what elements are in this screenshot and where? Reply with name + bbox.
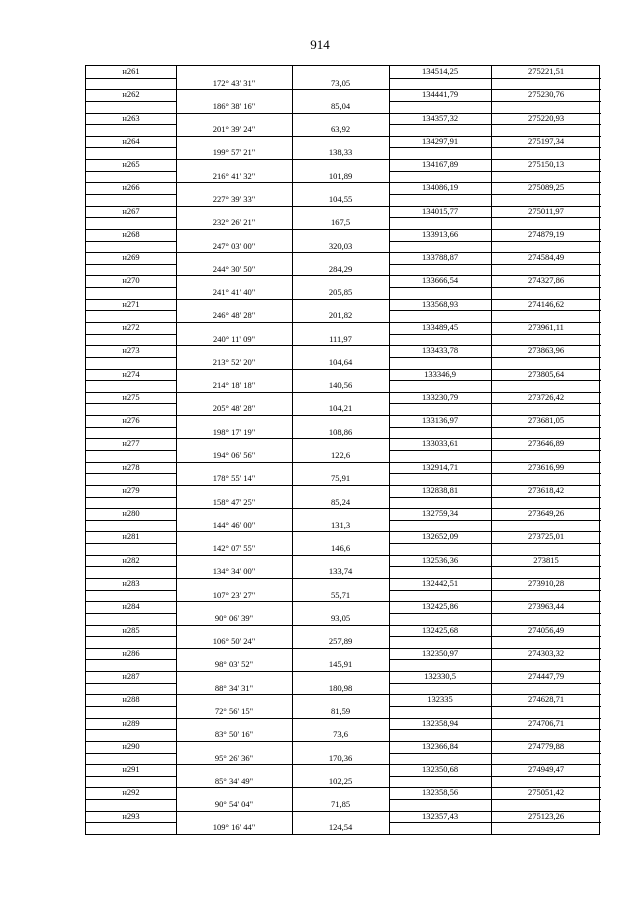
segment-length: 170,36: [328, 752, 353, 763]
segment-length: 85,24: [330, 496, 351, 507]
point-x: 133913,66: [421, 228, 459, 239]
segment-length: 167,5: [330, 217, 351, 228]
segment-angle: 98° 03' 52": [214, 659, 254, 670]
point-x: 133489,45: [421, 321, 459, 332]
row-divider: [86, 729, 176, 730]
point-name: н293: [122, 810, 140, 821]
row-divider: [389, 799, 601, 800]
segment-angle: 158° 47' 25": [212, 496, 256, 507]
point-x: 132330,5: [424, 671, 456, 682]
row-divider: [86, 741, 601, 742]
point-y: 275011,97: [528, 205, 564, 216]
segment-angle: 178° 55' 14": [212, 473, 256, 484]
row-divider: [389, 78, 601, 79]
point-y: 274303,32: [527, 647, 565, 658]
segment-length: 63,92: [330, 124, 351, 135]
point-x: 133666,54: [421, 275, 459, 286]
point-name: н275: [122, 391, 140, 402]
segment-length: 104,64: [328, 356, 353, 367]
point-name: н266: [122, 182, 140, 193]
row-divider: [389, 403, 601, 404]
segment-length: 102,25: [328, 775, 353, 786]
segment-angle: 216° 41' 32": [212, 170, 256, 181]
row-divider: [86, 171, 176, 172]
row-divider: [86, 322, 601, 323]
point-name: н270: [122, 275, 140, 286]
segment-angle: 134° 34' 00": [212, 566, 256, 577]
point-x: 134167,89: [421, 159, 459, 170]
point-y: 273646,89: [527, 438, 565, 449]
point-name: н265: [122, 159, 140, 170]
segment-length: 133,74: [328, 566, 353, 577]
row-divider: [389, 822, 601, 823]
row-divider: [86, 310, 176, 311]
point-name: н277: [122, 438, 140, 449]
segment-length: 138,33: [328, 147, 353, 158]
row-divider: [389, 590, 601, 591]
point-y: 273725,01: [527, 531, 565, 542]
point-x: 132335: [427, 694, 453, 705]
row-divider: [86, 764, 601, 765]
row-divider: [86, 241, 176, 242]
point-y: 275221,51: [527, 66, 565, 76]
point-name: н280: [122, 508, 140, 519]
point-y: 274056,49: [527, 624, 565, 635]
row-divider: [86, 229, 601, 230]
point-x: 132442,51: [421, 577, 459, 588]
row-divider: [86, 613, 176, 614]
row-divider: [86, 369, 601, 370]
row-divider: [86, 590, 176, 591]
point-y: 274146,62: [527, 298, 565, 309]
row-divider: [86, 473, 176, 474]
row-divider: [86, 578, 601, 579]
segment-angle: 201° 39' 24": [212, 124, 256, 135]
row-divider: [86, 462, 601, 463]
row-divider: [389, 636, 601, 637]
point-name: н285: [122, 624, 140, 635]
point-name: н286: [122, 647, 140, 658]
point-name: н283: [122, 577, 140, 588]
row-divider: [86, 264, 176, 265]
segment-angle: 246° 48' 28": [212, 310, 256, 321]
row-divider: [86, 147, 176, 148]
point-x: 132366,84: [421, 740, 459, 751]
segment-angle: 95° 26' 36": [214, 752, 254, 763]
point-y: 273963,44: [527, 601, 565, 612]
point-y: 273910,28: [527, 577, 565, 588]
point-x: 132759,34: [421, 508, 459, 519]
point-x: 133788,87: [421, 252, 459, 263]
segment-length: 257,89: [328, 636, 353, 647]
point-y: 275197,34: [527, 135, 565, 146]
point-x: 134357,32: [421, 112, 459, 123]
point-name: н287: [122, 671, 140, 682]
segment-length: 201,82: [328, 310, 353, 321]
point-x: 132652,09: [421, 531, 459, 542]
segment-length: 140,56: [328, 380, 353, 391]
row-divider: [86, 415, 601, 416]
point-name: н262: [122, 89, 140, 100]
segment-angle: 240° 11' 09": [212, 333, 256, 344]
row-divider: [86, 403, 176, 404]
point-name: н272: [122, 321, 140, 332]
segment-angle: 227° 39' 33": [212, 193, 256, 204]
segment-angle: 194° 06' 56": [212, 449, 256, 460]
point-y: 273649,26: [527, 508, 565, 519]
segment-angle: 172° 43' 31": [212, 77, 256, 88]
point-name: н279: [122, 484, 140, 495]
row-divider: [86, 380, 176, 381]
point-x: 132838,81: [421, 484, 459, 495]
point-y: 274447,79: [527, 671, 565, 682]
point-x: 132914,71: [421, 461, 459, 472]
segment-length: 111,97: [329, 333, 352, 344]
point-y: 275230,76: [527, 89, 565, 100]
point-y: 274949,47: [527, 764, 565, 775]
segment-length: 104,21: [328, 403, 353, 414]
point-x: 132425,68: [421, 624, 459, 635]
row-divider: [86, 822, 176, 823]
row-divider: [86, 182, 601, 183]
segment-length: 180,98: [328, 682, 353, 693]
segment-length: 284,29: [328, 263, 353, 274]
row-divider: [86, 497, 176, 498]
row-divider: [86, 124, 176, 125]
point-y: 274584,49: [527, 252, 565, 263]
row-divider: [86, 811, 601, 812]
segment-length: 55,71: [330, 589, 351, 600]
point-name: н276: [122, 415, 140, 426]
point-y: 275123,26: [527, 810, 565, 821]
row-divider: [389, 566, 601, 567]
point-y: 274628,71: [527, 694, 565, 705]
point-x: 133230,79: [421, 391, 459, 402]
page-number: 914: [310, 37, 330, 52]
point-y: 275051,42: [527, 787, 565, 798]
row-divider: [389, 264, 601, 265]
segment-angle: 90° 54' 04": [214, 799, 254, 810]
segment-angle: 199° 57' 21": [212, 147, 256, 158]
row-divider: [389, 124, 601, 125]
point-x: 134015,77: [421, 205, 459, 216]
point-x: 134441,79: [421, 89, 459, 100]
row-divider: [86, 555, 601, 556]
row-divider: [86, 450, 176, 451]
row-divider: [86, 566, 176, 567]
row-divider: [86, 392, 601, 393]
row-divider: [389, 241, 601, 242]
row-divider: [86, 206, 601, 207]
point-name: н271: [122, 298, 140, 309]
row-divider: [389, 194, 601, 195]
point-y: 273805,64: [527, 368, 565, 379]
row-divider: [389, 613, 601, 614]
row-divider: [86, 799, 176, 800]
row-divider: [86, 671, 601, 672]
segment-length: 73,6: [333, 729, 348, 740]
segment-length: 71,85: [330, 799, 351, 810]
point-name: н291: [122, 764, 140, 775]
segment-angle: 198° 17' 19": [212, 426, 256, 437]
row-divider: [86, 345, 601, 346]
segment-length: 104,55: [328, 193, 353, 204]
segment-length: 124,54: [328, 822, 353, 833]
segment-length: 101,89: [328, 170, 353, 181]
segment-angle: 232° 26' 21": [212, 217, 256, 228]
segment-length: 122,6: [330, 449, 351, 460]
point-x: 133433,78: [421, 345, 459, 356]
row-divider: [86, 252, 601, 253]
row-divider: [86, 659, 176, 660]
segment-length: 320,03: [328, 240, 353, 251]
point-name: н278: [122, 461, 140, 472]
row-divider: [389, 729, 601, 730]
point-x: 132358,56: [421, 787, 459, 798]
point-name: н263: [122, 112, 140, 123]
point-x: 132350,97: [421, 647, 459, 658]
row-divider: [86, 485, 601, 486]
point-x: 132425,86: [421, 601, 459, 612]
point-y: 273681,05: [527, 415, 565, 426]
row-divider: [86, 113, 601, 114]
segment-angle: 109° 16' 44": [212, 822, 256, 833]
row-divider: [389, 450, 601, 451]
row-divider: [86, 601, 601, 602]
point-name: н288: [122, 694, 140, 705]
row-divider: [86, 694, 601, 695]
point-y: 275220,93: [527, 112, 565, 123]
point-y: 274327,86: [527, 275, 565, 286]
row-divider: [389, 497, 601, 498]
row-divider: [86, 543, 176, 544]
row-divider: [389, 357, 601, 358]
point-y: 273618,42: [527, 484, 565, 495]
point-x: 134297,91: [421, 135, 459, 146]
segment-angle: 247° 03' 00": [212, 240, 256, 251]
point-name: н261: [122, 66, 140, 76]
segment-angle: 107° 23' 27": [212, 589, 256, 600]
row-divider: [86, 718, 601, 719]
row-divider: [86, 101, 176, 102]
segment-angle: 244° 30' 50": [212, 263, 256, 274]
row-divider: [86, 753, 176, 754]
row-divider: [389, 310, 601, 311]
row-divider: [389, 753, 601, 754]
point-x: 134514,25: [421, 66, 459, 76]
row-divider: [86, 136, 601, 137]
segment-length: 145,91: [328, 659, 353, 670]
point-y: 273616,99: [527, 461, 565, 472]
row-divider: [86, 287, 176, 288]
point-x: 132357,43: [421, 810, 459, 821]
segment-angle: 83° 50' 16": [214, 729, 254, 740]
row-divider: [86, 217, 176, 218]
row-divider: [86, 531, 601, 532]
row-divider: [86, 159, 601, 160]
row-divider: [86, 776, 176, 777]
row-divider: [389, 473, 601, 474]
row-divider: [389, 101, 601, 102]
segment-angle: 144° 46' 00": [212, 519, 256, 530]
point-y: 273961,11: [528, 321, 564, 332]
row-divider: [389, 427, 601, 428]
segment-angle: 85° 34' 49": [214, 775, 254, 786]
row-divider: [389, 520, 601, 521]
point-y: 275150,13: [527, 159, 565, 170]
row-divider: [389, 683, 601, 684]
point-x: 132358,94: [421, 717, 459, 728]
point-y: 273863,96: [527, 345, 565, 356]
point-x: 133346,9: [424, 368, 456, 379]
row-divider: [86, 648, 601, 649]
point-y: 274779,88: [527, 740, 565, 751]
row-divider: [86, 438, 601, 439]
point-name: н267: [122, 205, 140, 216]
point-name: н268: [122, 228, 140, 239]
coordinates-table: [85, 65, 600, 835]
segment-angle: 72° 56' 15": [214, 705, 254, 716]
row-divider: [389, 334, 601, 335]
row-divider: [86, 78, 176, 79]
row-divider: [86, 299, 601, 300]
segment-angle: 213° 52' 20": [212, 356, 256, 367]
segment-length: 73,05: [330, 77, 351, 88]
point-x: 132350,68: [421, 764, 459, 775]
row-divider: [389, 706, 601, 707]
point-name: н290: [122, 740, 140, 751]
segment-angle: 88° 34' 31": [214, 682, 254, 693]
segment-angle: 142° 07' 55": [212, 543, 256, 554]
row-divider: [389, 543, 601, 544]
point-name: н281: [122, 531, 140, 542]
row-divider: [86, 427, 176, 428]
point-name: н284: [122, 601, 140, 612]
row-divider: [86, 625, 601, 626]
row-divider: [86, 275, 601, 276]
segment-angle: 90° 06' 39": [214, 612, 254, 623]
segment-angle: 205° 48' 28": [212, 403, 256, 414]
row-divider: [389, 287, 601, 288]
point-name: н292: [122, 787, 140, 798]
row-divider: [86, 636, 176, 637]
point-x: 133568,93: [421, 298, 459, 309]
point-name: н269: [122, 252, 140, 263]
segment-length: 81,59: [330, 705, 351, 716]
segment-length: 146,6: [330, 543, 351, 554]
segment-length: 108,86: [328, 426, 353, 437]
point-x: 132536,36: [421, 554, 459, 565]
segment-angle: 214° 18' 18": [212, 380, 256, 391]
segment-length: 205,85: [328, 287, 353, 298]
row-divider: [389, 171, 601, 172]
point-y: 274879,19: [527, 228, 565, 239]
row-divider: [389, 147, 601, 148]
segment-length: 85,04: [330, 100, 351, 111]
row-divider: [86, 706, 176, 707]
point-x: 134086,19: [421, 182, 459, 193]
segment-angle: 186° 38' 16": [212, 100, 256, 111]
row-divider: [389, 659, 601, 660]
row-divider: [389, 380, 601, 381]
point-x: 133033,61: [421, 438, 459, 449]
point-name: н273: [122, 345, 140, 356]
row-divider: [86, 683, 176, 684]
point-name: н289: [122, 717, 140, 728]
point-name: н274: [122, 368, 140, 379]
point-y: 274706,71: [527, 717, 565, 728]
row-divider: [86, 787, 601, 788]
point-x: 133136,97: [421, 415, 459, 426]
point-name: н282: [122, 554, 140, 565]
row-divider: [86, 89, 601, 90]
row-divider: [86, 357, 176, 358]
segment-angle: 106° 50' 24": [212, 636, 256, 647]
row-divider: [86, 508, 601, 509]
row-divider: [389, 776, 601, 777]
point-name: н264: [122, 135, 140, 146]
point-y: 275089,25: [527, 182, 565, 193]
point-y: 273726,42: [527, 391, 565, 402]
segment-length: 93,05: [330, 612, 351, 623]
row-divider: [86, 520, 176, 521]
row-divider: [86, 334, 176, 335]
segment-length: 75,91: [330, 473, 351, 484]
row-divider: [389, 217, 601, 218]
segment-angle: 241° 41' 40": [212, 287, 256, 298]
point-y: 273815: [533, 554, 559, 565]
segment-length: 131,3: [330, 519, 351, 530]
row-divider: [86, 194, 176, 195]
